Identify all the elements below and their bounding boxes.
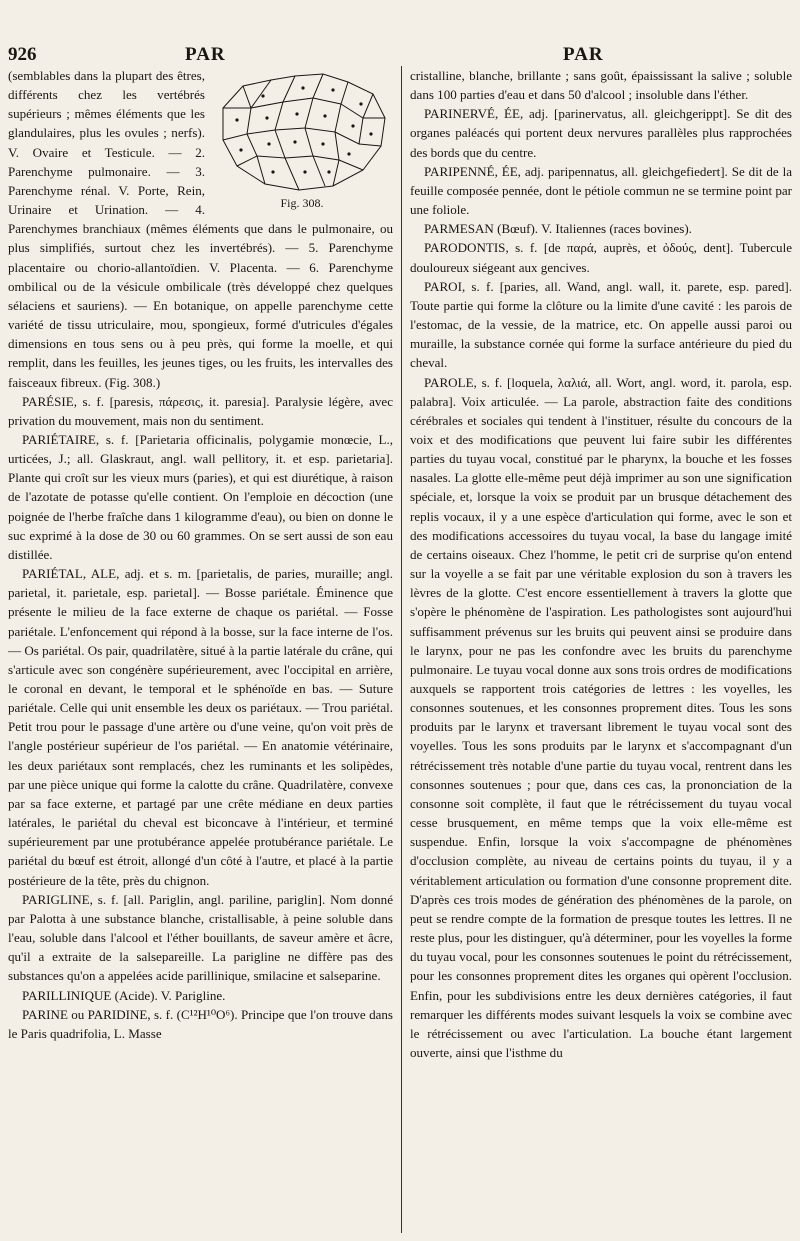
entry-paresie: PARÉSIE, s. f. [paresis, πάρεσις, it. paresia]. Paralysie légère, avec privation du mouvement, mais non du sentiment. bbox=[8, 393, 393, 428]
left-column bbox=[8, 66, 393, 1235]
entry-paroi: PAROI, s. f. [paries, all. Wand, angl. wall, it. parete, esp. pared]. Toute partie qui forme la clôture ou la limite d'une cavité : les parois de l'estomac, de la vessie, de la matrice, etc. On appelle aussi paroi ou muraille, la substance cornée qui forme la surface antérieure du pied du cheval. bbox=[410, 278, 792, 371]
entry-parillinique: PARILLINIQUE (Acide). V. Parigline. bbox=[22, 987, 226, 1003]
entry-parole: PAROLE, s. f. [loquela, λαλιά, all. Wort, angl. word, it. parola, esp. palabra]. Voix articulée. — La parole, abstraction faite des conditions cérébrales et sociales qui tendent à l'instituer, résulte du concours de la voix et des modifications que peuvent lui faire subir les différentes parties du tuyau vocal, constitué par le pharynx, la bouche et les fosses nasales. La glotte elle-même peut déjà imprimer au son une signification spéciale, et, lorsque la voix se produit par un brusque détachement des replis vocaux, il y a une espèce d'articulation qui forme, avec le son et des modifications accessoires du tuyau vocal, la base du langage imité de certains oiseaux. Chez l'homme, le petit cri de surprise qu'on entend sur la voyelle a se fait par une véritable explosion du son à travers les lèvres de la glotte. C'est encore essentiellement à travers la glotte que s'opère le phénomène de l'aspiration. Les pathologistes sont aujourd'hui suffisamment prévenus sur les bruits qui peuvent ainsi se produire dans le larynx, pour ne pas les confondre avec les bruits du parenchyme pulmonaire. Le tuyau vocal donne aux sons trois ordres de modifications auxquels se rapportent trois catégories de lettres : les voyelles, les consonnes soutenues, et les consonnes proprement dites. Tous les sons produits par le larynx et traversant librement le tuyau vocal sont des voyelles. Tous les sons produits par le larynx et s'accompagnant d'un rétrécissement très notable d'une partie du tuyau vocal, rentrent dans les consonnes soutenues ; pour que, dans ces cas, la prononciation de la consonne soit complète, il faut que le rétrécissement du tuyau vocal cesse brusquement, en même temps que la voix elle-même est suspendue. Enfin, lorsque la voix s'accompagne de phénomènes d'occlusion complète, au niveau de certains points du tuyau, il y a véritablement articulation ou formation d'une consonne proprement dite. D'après ces trois modes de génération des phénomènes de la parole, on peut se rendre compte de la formation de presque toutes les lettres. Il ne reste plus, pour les distinguer, qu'à déterminer, pour les voyelles la forme du tuyau vocal, pour les consonnes soutenues le point du rétrécissement, pour les consonnes proprement dites les organes qui opèrent l'occlusion. Enfin, pour les subdivisions entre les deux dernières catégories, il faut remarquer les différents modes suivant lesquels la voix se combine avec le rétrécissement ou avec l'articulation. La bouche étant largement ouverte, ainsi que l'isthme du bbox=[410, 374, 792, 1060]
entry-parinerve: PARINERVÉ, ÉE, adj. [parinervatus, all. gleichgerippt]. Se dit des organes paléacés qui portent deux nervures parallèles plus rapprochées des bords que du centre. bbox=[410, 106, 792, 160]
parenchyme-continuation: (semblables dans la plupart des êtres, différents chez les vertébrés supérieurs ; mêmes éléments que les glandulaires, plus les ovules ; nerfs). V. Ovaire et Testicule. — 2. Parenchyme pulmonaire. — 3. Parenchyme rénal. V. Porte, Rein, Urinaire et Urination. — 4. Parenchymes branchiaux (mêmes éléments que dans le pulmonaire, ou plus simplifiés, surtout chez les invertébrés). — 5. Parenchyme placentaire ou chorio-allantoïdien. V. Placenta. — 6. Parenchyme ombilical ou de la vésicule ombilicale (très développé chez quelques sélaciens et sauriens). — En botanique, on appelle parenchyme cette variété de tissu utriculaire, mou, spongieux, formé d'utricules d'égales dimensions en tous sens ou à peu près, qui forme la moelle, et qui remplit, dans les feuilles, les jeunes tiges, ou les fruits, les intervalles des faisceaux fibreux. (Fig. 308.) bbox=[8, 68, 393, 390]
running-head-left: PAR bbox=[185, 44, 226, 65]
entry-parine: PARINE ou PARIDINE, s. f. (C¹²H¹⁰O⁶). Principe que l'on trouve dans le Paris quadrifolia, L. Masse bbox=[8, 1006, 393, 1041]
parine-continuation: cristalline, blanche, brillante ; sans goût, épaississant la salive ; soluble dans 100 parties d'eau et dans 50 d'alcool ; insoluble dans l'éther. bbox=[410, 68, 792, 103]
entry-parodontis: PARODONTIS, s. f. [de παρά, auprès, et ὀδούς, dent]. Tubercule douloureux siégeant aux gencives. bbox=[410, 240, 792, 275]
figure-caption: Fig. 308. bbox=[280, 196, 324, 210]
running-head-right: PAR bbox=[563, 44, 604, 65]
entry-parigline: PARIGLINE, s. f. [all. Pariglin, angl. pariline, pariglin]. Nom donné par Palotta à une substance blanche, cristallisable, à peine soluble dans l'eau, soluble dans l'alcool et l'éther bouillants, de saveur amère et âcre, qu'il a extraite de la salsepareille. La parigline ne diffère pas des substances qu'on a appelées acide parillinique, smilacine et salseparine. bbox=[8, 891, 393, 984]
parenchyme-cell-illustration bbox=[213, 68, 391, 196]
entry-parmesan: PARMESAN (Bœuf). V. Italiennes (races bovines). bbox=[424, 221, 692, 237]
entry-parietal: PARIÉTAL, ALE, adj. et s. m. [parietalis, de paries, muraille; angl. parietal, it. parietale, esp. parietal]. — Bosse pariétale. Éminence que présente le milieu de la face externe de chaque os pariétal. — Fosse pariétale. L'enfoncement qui répond à la bosse, sur la face interne de l'os. — Os pariétal. Os pair, quadrilatère, situé à la partie latérale du crâne, qui s'articule avec son congénère supérieurement, avec l'occipital en arrière, le coronal en devant, le temporal et le sphénoïde en bas. — Suture pariétale. Celle qui unit ensemble les deux os pariétaux. — Trou pariétal. Petit trou pour le passage d'une artère ou d'une veine, qu'on voit près de l'angle postérieur supérieur de l'os pariétal. — En anatomie vétérinaire, les deux pariétaux sont remplacés, chez les ruminants et les solipèdes, par une pièce unique qui forme la calotte du crâne. Quadrilatère, convexe par sa face externe, et partagé par une crête médiane en deux parties latérales, le pariétal du cheval est biconcave à l'intérieur, et terminé supérieurement par une protubérance appelée protubérance pariétale. Le pariétal du bœuf est étroit, allongé d'un côté à l'autre, et placé à la partie postérieure de la tête, près du chignon. bbox=[8, 566, 393, 888]
right-column bbox=[410, 66, 792, 1235]
column-rule bbox=[401, 66, 402, 1233]
entry-parietaire: PARIÉTAIRE, s. f. [Parietaria officinalis, polygamie monœcie, L., urticées, J.; all. Glaskraut, angl. wall pellitory, it. et esp. parietaria]. Plante qui croît sur les vieux murs (paries), et qui est diurétique, à raison de l'azotate de potasse qu'elle contient. On l'emploie en décoction (une poignée de l'herbe fraîche dans 1 kilogramme d'eau), ou bien on donne le suc exprimé à la dose de 30 ou 60 grammes. On se sert aussi de son eau distillée. bbox=[8, 431, 393, 562]
entry-paripenne: PARIPENNÉ, ÉE, adj. paripennatus, all. gleichgefiedert]. Se dit de la feuille composée pennée, dont le pétiole commun ne se termine point par une foliole. bbox=[410, 163, 792, 218]
page-number: 926 bbox=[8, 44, 37, 65]
figure-308 bbox=[213, 68, 391, 212]
